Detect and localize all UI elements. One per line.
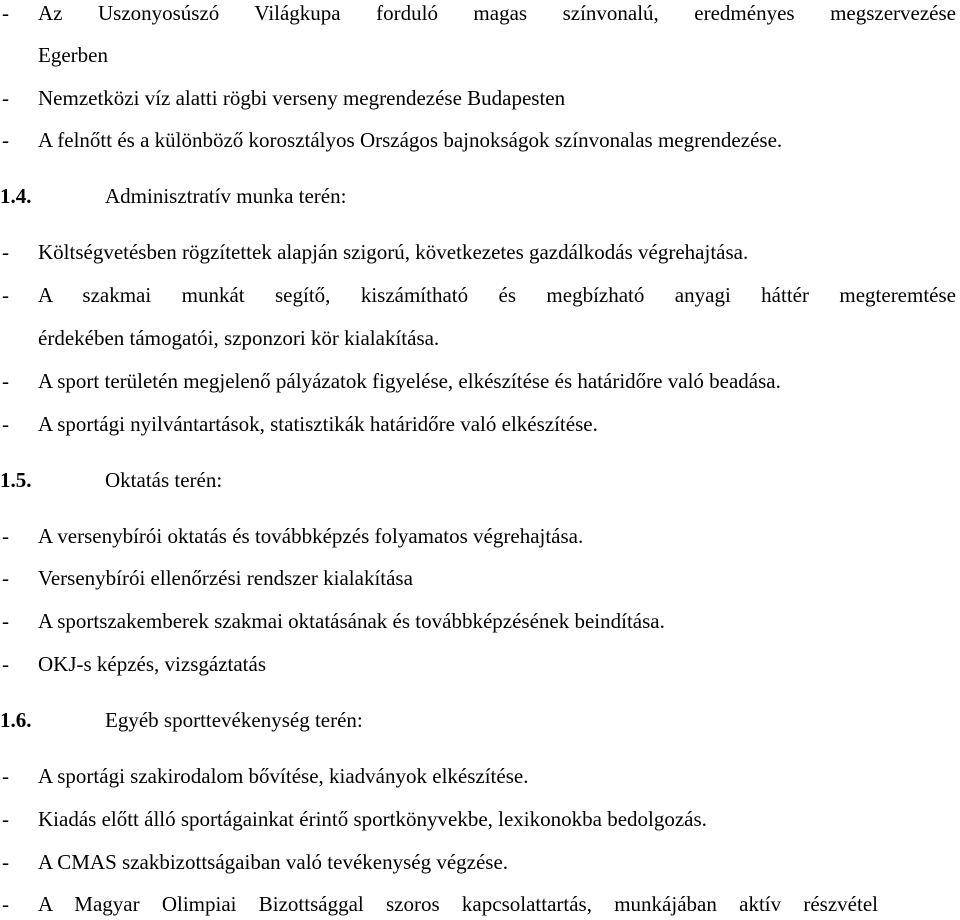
bullet-dash: - (2, 412, 9, 436)
section-title: Adminisztratív munka terén: (105, 184, 347, 208)
section-number: 1.5. (0, 468, 32, 492)
bullet-dash: - (2, 86, 9, 110)
bullet-text: A sportszakemberek szakmai oktatásának és továbbképzésének beindítása. (38, 609, 665, 633)
bullet-text: Kiadás előtt álló sportágainkat érintő sportkönyvekbe, lexikonokba bedolgozás. (38, 807, 707, 831)
bullet-text: Az Uszonyosúszó Világkupa forduló magas színvonalú, eredményes megszervezése (38, 1, 956, 25)
bullet-text: A szakmai munkát segítő, kiszámítható és megbízható anyagi háttér megteremtése (38, 283, 956, 307)
bullet-dash: - (2, 609, 9, 633)
bullet-text: A sportági nyilvántartások, statisztikák határidőre való elkészítése. (38, 412, 598, 436)
continuation-text: Egerben (38, 43, 108, 67)
bullet-text: Költségvetésben rögzítettek alapján szigorú, következetes gazdálkodás végrehajtása. (38, 240, 749, 264)
bullet-dash: - (2, 850, 9, 874)
bullet-text: A Magyar Olimpiai Bizottsággal szoros kapcsolattartás, munkájában aktív részvétel (38, 892, 878, 916)
bullet-text: A sport területén megjelenő pályázatok figyelése, elkészítése és határidőre való beadása. (38, 369, 781, 393)
section-number: 1.6. (0, 708, 32, 732)
bullet-dash: - (2, 283, 9, 307)
bullet-dash: - (2, 240, 9, 264)
bullet-dash: - (2, 524, 9, 548)
section-number: 1.4. (0, 184, 32, 208)
bullet-text: A CMAS szakbizottságaiban való tevékenység végzése. (38, 850, 509, 874)
bullet-text: A felnőtt és a különböző korosztályos Országos bajnokságok színvonalas megrendezése. (38, 128, 783, 152)
section-title: Egyéb sporttevékenység terén: (105, 708, 363, 732)
bullet-dash: - (2, 764, 9, 788)
continuation-text: érdekében támogatói, szponzori kör kialakítása. (38, 326, 440, 350)
bullet-text: Versenybírói ellenőrzési rendszer kialakítása (38, 566, 413, 590)
section-title: Oktatás terén: (105, 468, 223, 492)
bullet-text: A versenybírói oktatás és továbbképzés folyamatos végrehajtása. (38, 524, 584, 548)
bullet-text: OKJ-s képzés, vizsgáztatás (38, 652, 267, 676)
bullet-dash: - (2, 807, 9, 831)
bullet-dash: - (2, 128, 9, 152)
bullet-text: Nemzetközi víz alatti rögbi verseny megrendezése Budapesten (38, 86, 566, 110)
bullet-dash: - (2, 652, 9, 676)
bullet-dash: - (2, 1, 9, 25)
bullet-dash: - (2, 566, 9, 590)
bullet-dash: - (2, 892, 9, 916)
bullet-dash: - (2, 369, 9, 393)
bullet-text: A sportági szakirodalom bővítése, kiadványok elkészítése. (38, 764, 529, 788)
